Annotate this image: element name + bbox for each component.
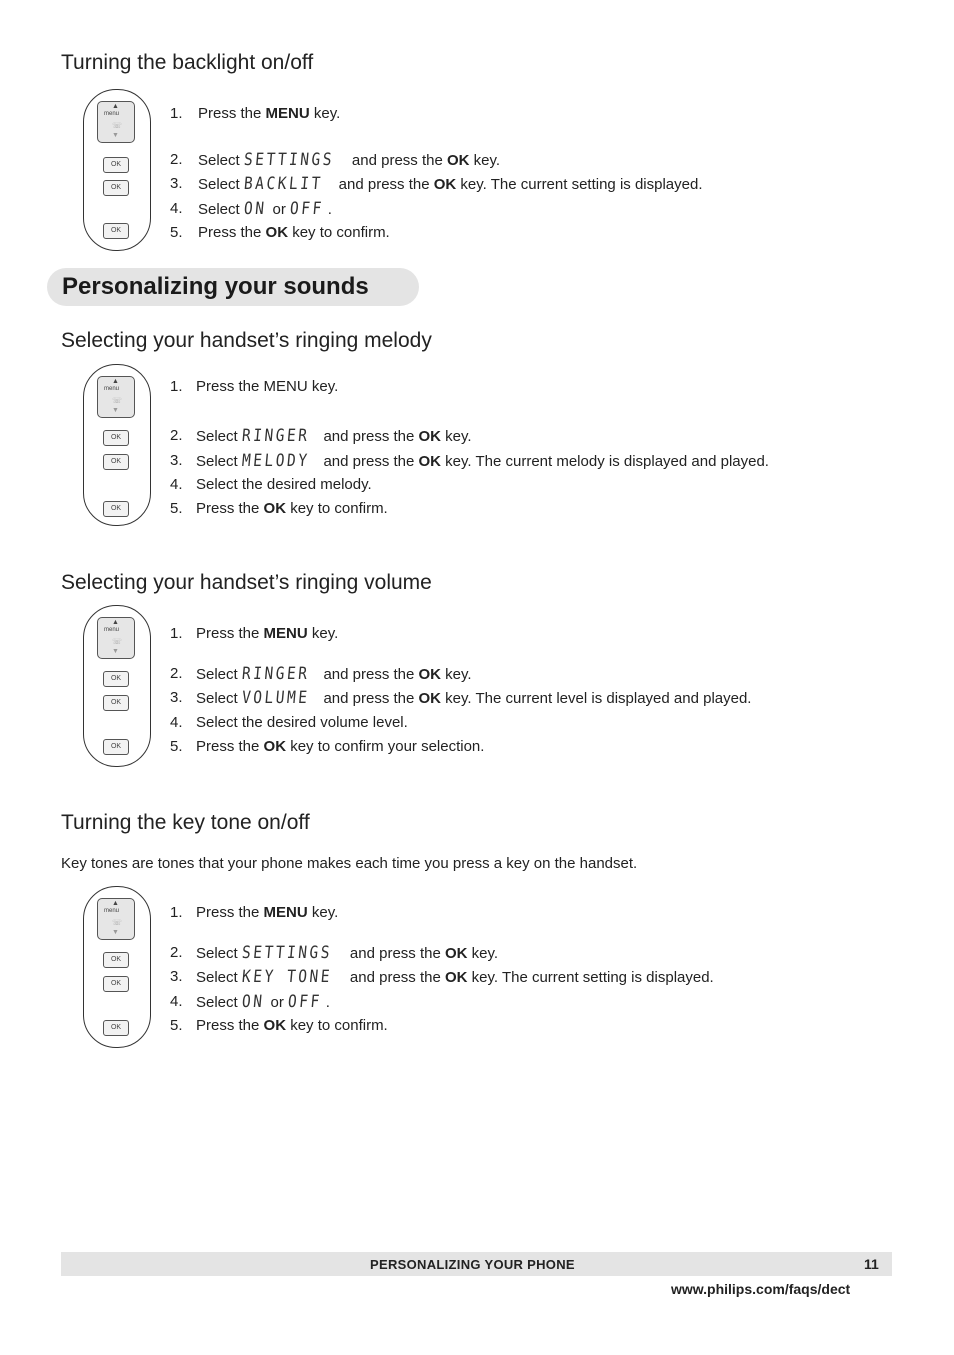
menu-key-label: menu bbox=[104, 627, 120, 633]
section-title-volume: Selecting your handset’s ringing volume bbox=[61, 571, 432, 594]
lcd-text: RINGER bbox=[240, 426, 311, 446]
handset-illustration bbox=[83, 89, 151, 251]
lcd-text: MELODY bbox=[240, 451, 311, 471]
down-arrow-icon: ▼ bbox=[112, 132, 119, 139]
menu-key-icon bbox=[97, 617, 135, 659]
up-arrow-icon: ▲ bbox=[112, 619, 119, 626]
lcd-text: SETTINGS bbox=[240, 943, 333, 963]
step-number: 3. bbox=[170, 175, 183, 192]
keytone-intro: Key tones are tones that your phone makes each time you press a key on the handset. bbox=[61, 855, 638, 872]
lcd-text: RINGER bbox=[240, 664, 311, 684]
step-number: 3. bbox=[170, 452, 183, 469]
ok-key-icon: OK bbox=[103, 976, 129, 992]
ok-key-icon: OK bbox=[103, 157, 129, 173]
step-number: 5. bbox=[170, 1017, 183, 1034]
step-number: 2. bbox=[170, 427, 183, 444]
step-number: 4. bbox=[170, 993, 183, 1010]
step-number: 1. bbox=[170, 378, 183, 395]
up-arrow-icon: ▲ bbox=[112, 378, 119, 385]
page-number: 11 bbox=[864, 1256, 879, 1272]
section-title-melody: Selecting your handset’s ringing melody bbox=[61, 329, 432, 352]
down-arrow-icon: ▼ bbox=[112, 929, 119, 936]
step-number: 5. bbox=[170, 500, 183, 517]
footer-chapter-title: PERSONALIZING YOUR PHONE bbox=[370, 1257, 575, 1272]
menu-key-icon bbox=[97, 376, 135, 418]
step-number: 2. bbox=[170, 944, 183, 961]
ok-key-icon: OK bbox=[103, 501, 129, 517]
menu-key-icon bbox=[97, 101, 135, 143]
step-number: 1. bbox=[170, 625, 183, 642]
lcd-text: ON bbox=[242, 199, 268, 219]
handset-illustration bbox=[83, 364, 151, 526]
phone-icon: ☏ bbox=[112, 396, 123, 405]
step-number: 3. bbox=[170, 968, 183, 985]
lcd-text: VOLUME bbox=[240, 688, 311, 708]
lcd-text: BACKLIT bbox=[242, 174, 324, 194]
step-number: 4. bbox=[170, 476, 183, 493]
step-number: 1. bbox=[170, 904, 183, 921]
lcd-text: KEY TONE bbox=[240, 967, 333, 987]
lcd-text: OFF bbox=[289, 199, 325, 219]
banner-title: Personalizing your sounds bbox=[62, 273, 369, 300]
lcd-text: ON bbox=[240, 992, 266, 1012]
step-number: 5. bbox=[170, 738, 183, 755]
menu-key-label: menu bbox=[104, 111, 120, 117]
lcd-text: OFF bbox=[287, 992, 323, 1012]
step-number: 5. bbox=[170, 224, 183, 241]
down-arrow-icon: ▼ bbox=[112, 648, 119, 655]
step-number: 2. bbox=[170, 665, 183, 682]
lcd-text: SETTINGS bbox=[242, 150, 335, 170]
step-number: 1. bbox=[170, 105, 183, 122]
footer-url: www.philips.com/faqs/dect bbox=[671, 1281, 851, 1297]
menu-key-label: menu bbox=[104, 386, 120, 392]
ok-key-icon: OK bbox=[103, 180, 129, 196]
step-number: 4. bbox=[170, 200, 183, 217]
step-number: 4. bbox=[170, 714, 183, 731]
ok-key-icon: OK bbox=[103, 952, 129, 968]
section-title-keytone: Turning the key tone on/off bbox=[61, 811, 310, 834]
ok-key-icon: OK bbox=[103, 695, 129, 711]
ok-key-icon: OK bbox=[103, 223, 129, 239]
handset-illustration bbox=[83, 605, 151, 767]
up-arrow-icon: ▲ bbox=[112, 103, 119, 110]
step-number: 3. bbox=[170, 689, 183, 706]
section-banner bbox=[47, 268, 419, 306]
menu-key-label: menu bbox=[104, 908, 120, 914]
ok-key-icon: OK bbox=[103, 671, 129, 687]
handset-illustration bbox=[83, 886, 151, 1048]
ok-key-icon: OK bbox=[103, 1020, 129, 1036]
phone-icon: ☏ bbox=[112, 121, 123, 130]
ok-key-icon: OK bbox=[103, 739, 129, 755]
ok-key-icon: OK bbox=[103, 430, 129, 446]
phone-icon: ☏ bbox=[112, 918, 123, 927]
menu-key-icon bbox=[97, 898, 135, 940]
step-number: 2. bbox=[170, 151, 183, 168]
phone-icon: ☏ bbox=[112, 637, 123, 646]
up-arrow-icon: ▲ bbox=[112, 900, 119, 907]
down-arrow-icon: ▼ bbox=[112, 407, 119, 414]
ok-key-icon: OK bbox=[103, 454, 129, 470]
section-title-backlight: Turning the backlight on/off bbox=[61, 51, 314, 74]
